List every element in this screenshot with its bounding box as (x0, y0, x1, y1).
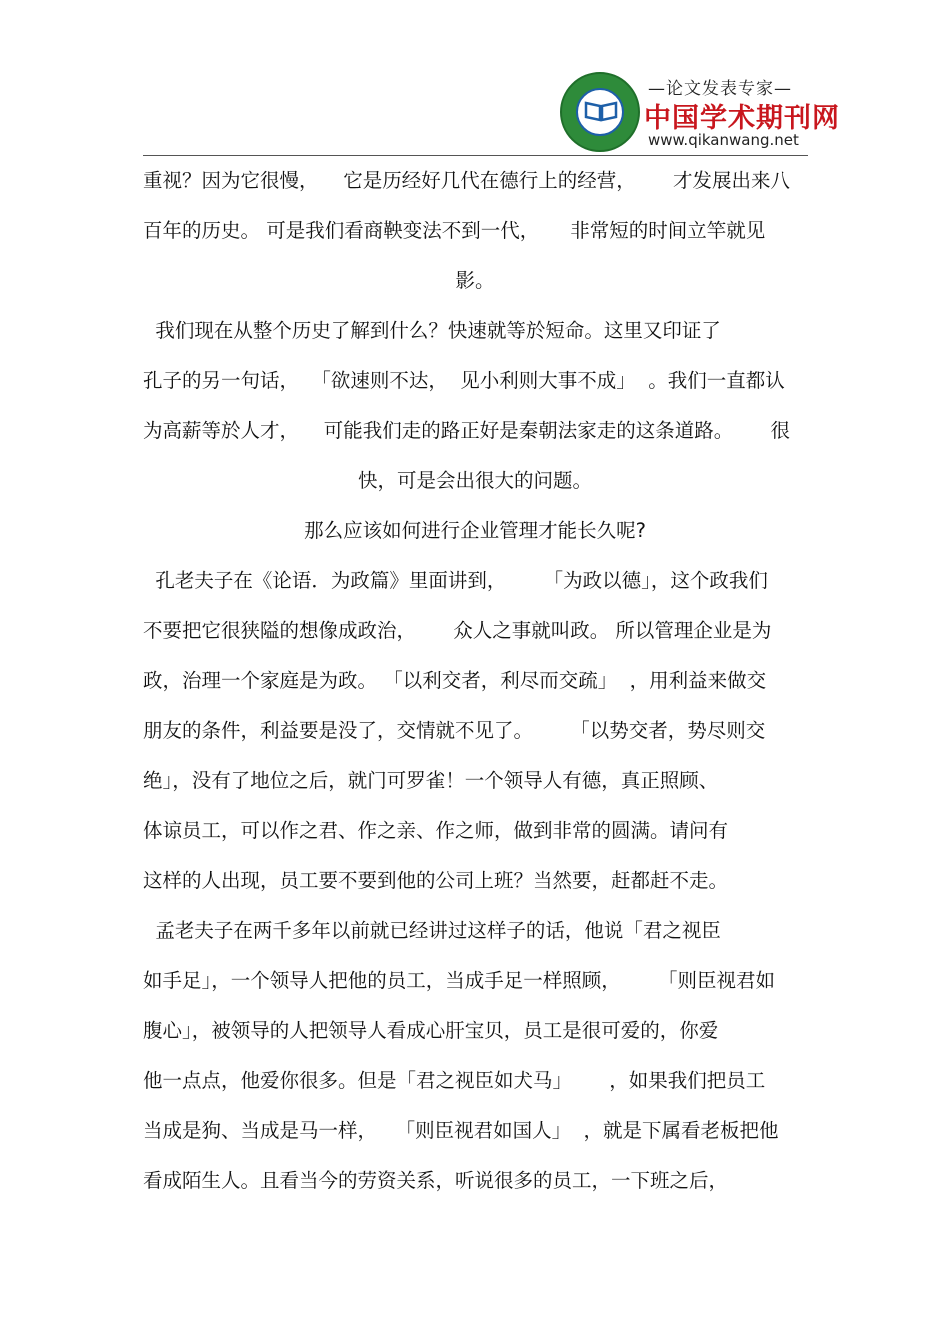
header-divider (143, 155, 808, 156)
text-line: 孟老夫子在两千多年以前就已经讲过这样子的话，他说「君之视臣 (143, 919, 721, 942)
text-line: 腹心」，被领导的人把领导人看成心肝宝贝，员工是很可爱的，你爱 (143, 1019, 719, 1042)
text-line: 孔老夫子在《论语．为政篇》里面讲到， 「为政以德」，这个政我们 (143, 569, 768, 592)
text-line: 看成陌生人。且看当今的劳资关系，听说很多的员工，一下班之后， (143, 1169, 729, 1192)
text-line: 他一点点，他爱你很多。但是「君之视臣如犬马」 ，如果我们把员工 (143, 1069, 766, 1092)
text-line: 政，治理一个家庭是为政。 「以利交者，利尽而交疏」 ，用利益来做交 (143, 669, 767, 692)
text-line: 这样的人出现，员工要不要到他的公司上班？当然要，赶都赶不走。 (143, 869, 729, 892)
text-line: 快，可是会出很大的问题。 (357, 469, 592, 492)
text-line: 孔子的另一句话， 「欲速则不达， 见小利则大事不成」 。我们一直都认 (143, 369, 785, 392)
text-line: 绝」，没有了地位之后，就门可罗雀！一个领导人有德，真正照顾、 (143, 769, 719, 792)
text-line: 当成是狗、当成是马一样， 「则臣视君如国人」 ，就是下属看老板把他 (143, 1119, 779, 1142)
text-line: 为高薪等於人才， 可能我们走的路正好是秦朝法家走的这条道路。 很 (143, 419, 790, 442)
site-logo (560, 72, 840, 154)
logo-slogan: —论文发表专家— (648, 79, 792, 99)
section-heading: 那么应该如何进行企业管理才能长久呢? (304, 519, 646, 542)
text-line: 体谅员工，可以作之君、作之亲、作之师，做到非常的圆满。请问有 (143, 819, 729, 842)
logo-brand-name: 中国学术期刊网 (644, 103, 840, 134)
text-line: 重视？因为它很慢， 它是历经好几代在德行上的经营， 才发展出来八 (143, 169, 790, 192)
text-line: 我们现在从整个历史了解到什么？快速就等於短命。这里又印证了 (143, 319, 721, 342)
text-line: 朋友的条件，利益要是没了，交情就不见了。 「以势交者，势尽则交 (143, 719, 766, 742)
logo-seal (560, 72, 640, 152)
logo-url: www.qikanwang.net (648, 131, 799, 149)
text-line: 百年的历史。 可是我们看商鞅变法不到一代， 非常短的时间立竿就见 (143, 219, 766, 242)
text-line: 如手足」，一个领导人把他的员工，当成手足一样照顾， 「则臣视君如 (143, 969, 775, 992)
text-line: 不要把它很狭隘的想像成政治， 众人之事就叫政。 所以管理企业是为 (143, 619, 772, 642)
open-book-icon (584, 100, 618, 122)
text-line: 影。 (455, 269, 495, 292)
